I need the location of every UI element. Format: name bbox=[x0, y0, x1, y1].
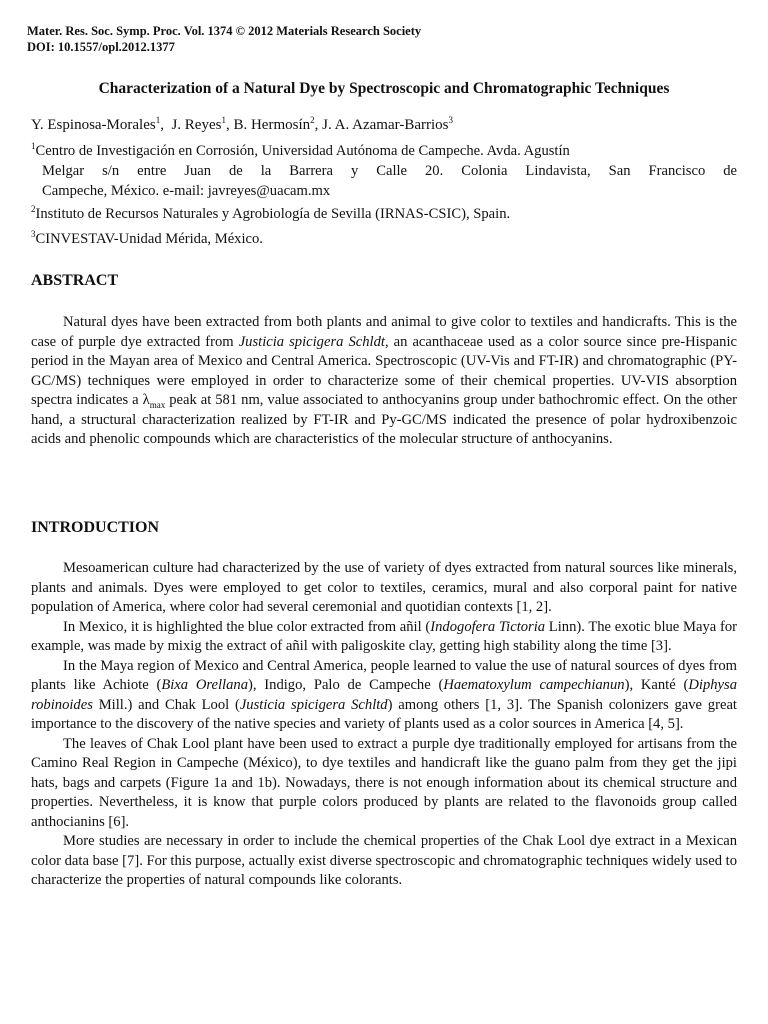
affiliation-number: 1 bbox=[31, 141, 36, 152]
author-affil-mark: 1 bbox=[155, 115, 161, 125]
abstract-body bbox=[31, 313, 737, 450]
lambda-subscript: max bbox=[149, 399, 166, 410]
intro-paragraph: The leaves of Chak Lool plant have been used to extract a purple dye traditionally employed for artisans from the Camino Real Region in Campeche (México), to dye textiles and handicraft like the guano palm from they get the jipi hats, bags and carpets (Figure 1a and 1b). Nowadays, there is not enough information about its chemical structure and properties. Nevertheless, it is know that purple colors produced by plants are related to the flavonoids group called anthocianins [6]. bbox=[31, 735, 737, 830]
affiliation-text: Melgar s/n entre Juan de la Barrera y Calle 20. Colonia Lindavista, San Francisco de bbox=[42, 163, 737, 179]
journal-citation: Mater. Res. Soc. Symp. Proc. Vol. 1374 © 2012 Materials Research Society bbox=[27, 24, 422, 38]
author-name: J. Reyes bbox=[171, 117, 222, 133]
intro-text: In Mexico, it is highlighted the blue color extracted from añil ( bbox=[63, 618, 431, 635]
species-name: Diphysa robinoides bbox=[31, 677, 738, 713]
affiliation-3 bbox=[31, 229, 737, 249]
species-name: Justicia spicigera Schltd bbox=[239, 696, 388, 713]
affiliation-1 bbox=[31, 141, 737, 201]
intro-text: ) among others [1, 3]. The Spanish colonizers gave great importance to the discovery of the native species and variety of plants used as a color sources in America [4, 5]. bbox=[31, 696, 737, 732]
intro-paragraph: More studies are necessary in order to include the chemical properties of the Chak Lool dye extract in a Mexican color data base [7]. For this purpose, actually exist diverse spectroscopic and chromatographic techniques widely used to characterize the properties of natural compounds like colorants. bbox=[31, 833, 737, 888]
abstract-text: Natural dyes have been extracted from both plants and animal to give color to textiles and handicrafts. This is the case of purple dye extracted from bbox=[31, 314, 737, 350]
abstract-text: , an acanthaceae used as a color source since pre-Hispanic period in the Mayan area of Mexico and Central America. Spectroscopic (UV-Vis and FT-IR) and chromatographic (PY-GC/MS) techniques were employed in order to characterize some of their chemical properties. UV-VIS absorption spectra indicates a bbox=[31, 333, 737, 408]
author-affil-mark: 3 bbox=[448, 115, 453, 125]
introduction-heading: INTRODUCTION bbox=[31, 519, 160, 536]
author-list: Y. Espinosa-Morales$^1$, J. Reyes$^1$, B. Hermosín$^2$, J. A. Azamar-Barrios$^3$ bbox=[31, 115, 453, 133]
paper-title: Characterization of a Natural Dye by Spectroscopic and Chromatographic Techniques bbox=[98, 80, 670, 97]
affiliation-text: CINVESTAV-Unidad Mérida, México. bbox=[35, 231, 263, 247]
intro-paragraph: Mesoamerican culture had characterized by the use of variety of dyes extracted from natural sources like minerals, plants and animals. Dyes were employed to get color to textiles, ceramics, mural and also corporal paint for native population of America, where color had several ceremonial and quotidian contexts [1, 2]. bbox=[31, 560, 737, 615]
lambda-symbol: λ bbox=[142, 392, 150, 408]
affiliation-text: Centro de Investigación en Corrosión, Universidad Autónoma de Campeche. Avda. Agustín bbox=[35, 143, 570, 159]
author-name: J. A. Azamar-Barrios bbox=[322, 117, 449, 133]
intro-text: ), Kanté ( bbox=[624, 677, 689, 693]
introduction-body bbox=[31, 559, 737, 891]
intro-text: In the Maya region of Mexico and Central America, people learned to value the use of natural sources of dyes from plants like Achiote ( bbox=[31, 657, 737, 693]
species-name: Haematoxylum campechianun bbox=[443, 677, 625, 693]
intro-paragraph bbox=[31, 657, 737, 735]
author-name: B. Hermosín bbox=[233, 117, 311, 133]
abstract-text: peak at 581 nm, value associated to anthocyanins group under bathochromic effect. On the other hand, a structural characterization realized by FT-IR and Py-GC/MS indicated the presence of polar hydroxibenzoic acids and phenolic compounds which are characteristics of the molecular structure of anthocyanins. bbox=[31, 392, 737, 447]
doi-line: DOI: 10.1557/opl.2012.1377 bbox=[27, 40, 175, 54]
affiliation-number: 2 bbox=[31, 204, 36, 215]
species-name: Justicia spicigera Schldt bbox=[238, 333, 385, 350]
intro-text: Mill.) and Chak Lool ( bbox=[92, 696, 240, 713]
species-name: Indogofera Tictoria bbox=[430, 618, 546, 635]
affiliation-2 bbox=[31, 204, 737, 224]
affiliation-text: Instituto de Recursos Naturales y Agrobiología de Sevilla (IRNAS-CSIC), Spain. bbox=[35, 206, 511, 222]
abstract-heading: ABSTRACT bbox=[31, 272, 119, 289]
intro-text: Linn). The exotic blue Maya for example, was made by mixig the extract of añil with paligoskite clay, getting high stability along the time [3]. bbox=[31, 618, 737, 654]
author-affil-mark: 2 bbox=[310, 115, 315, 125]
affiliation-number: 3 bbox=[31, 229, 36, 240]
author-affil-mark: 1 bbox=[221, 115, 226, 125]
affiliation-text: Campeche, México. e-mail: javreyes@uacam.mx bbox=[42, 183, 331, 199]
intro-text: ), Indigo, Palo de Campeche ( bbox=[248, 677, 444, 693]
author-name: Y. Espinosa-Morales bbox=[31, 117, 156, 133]
species-name: Bixa Orellana bbox=[161, 677, 249, 693]
intro-paragraph bbox=[31, 618, 737, 657]
